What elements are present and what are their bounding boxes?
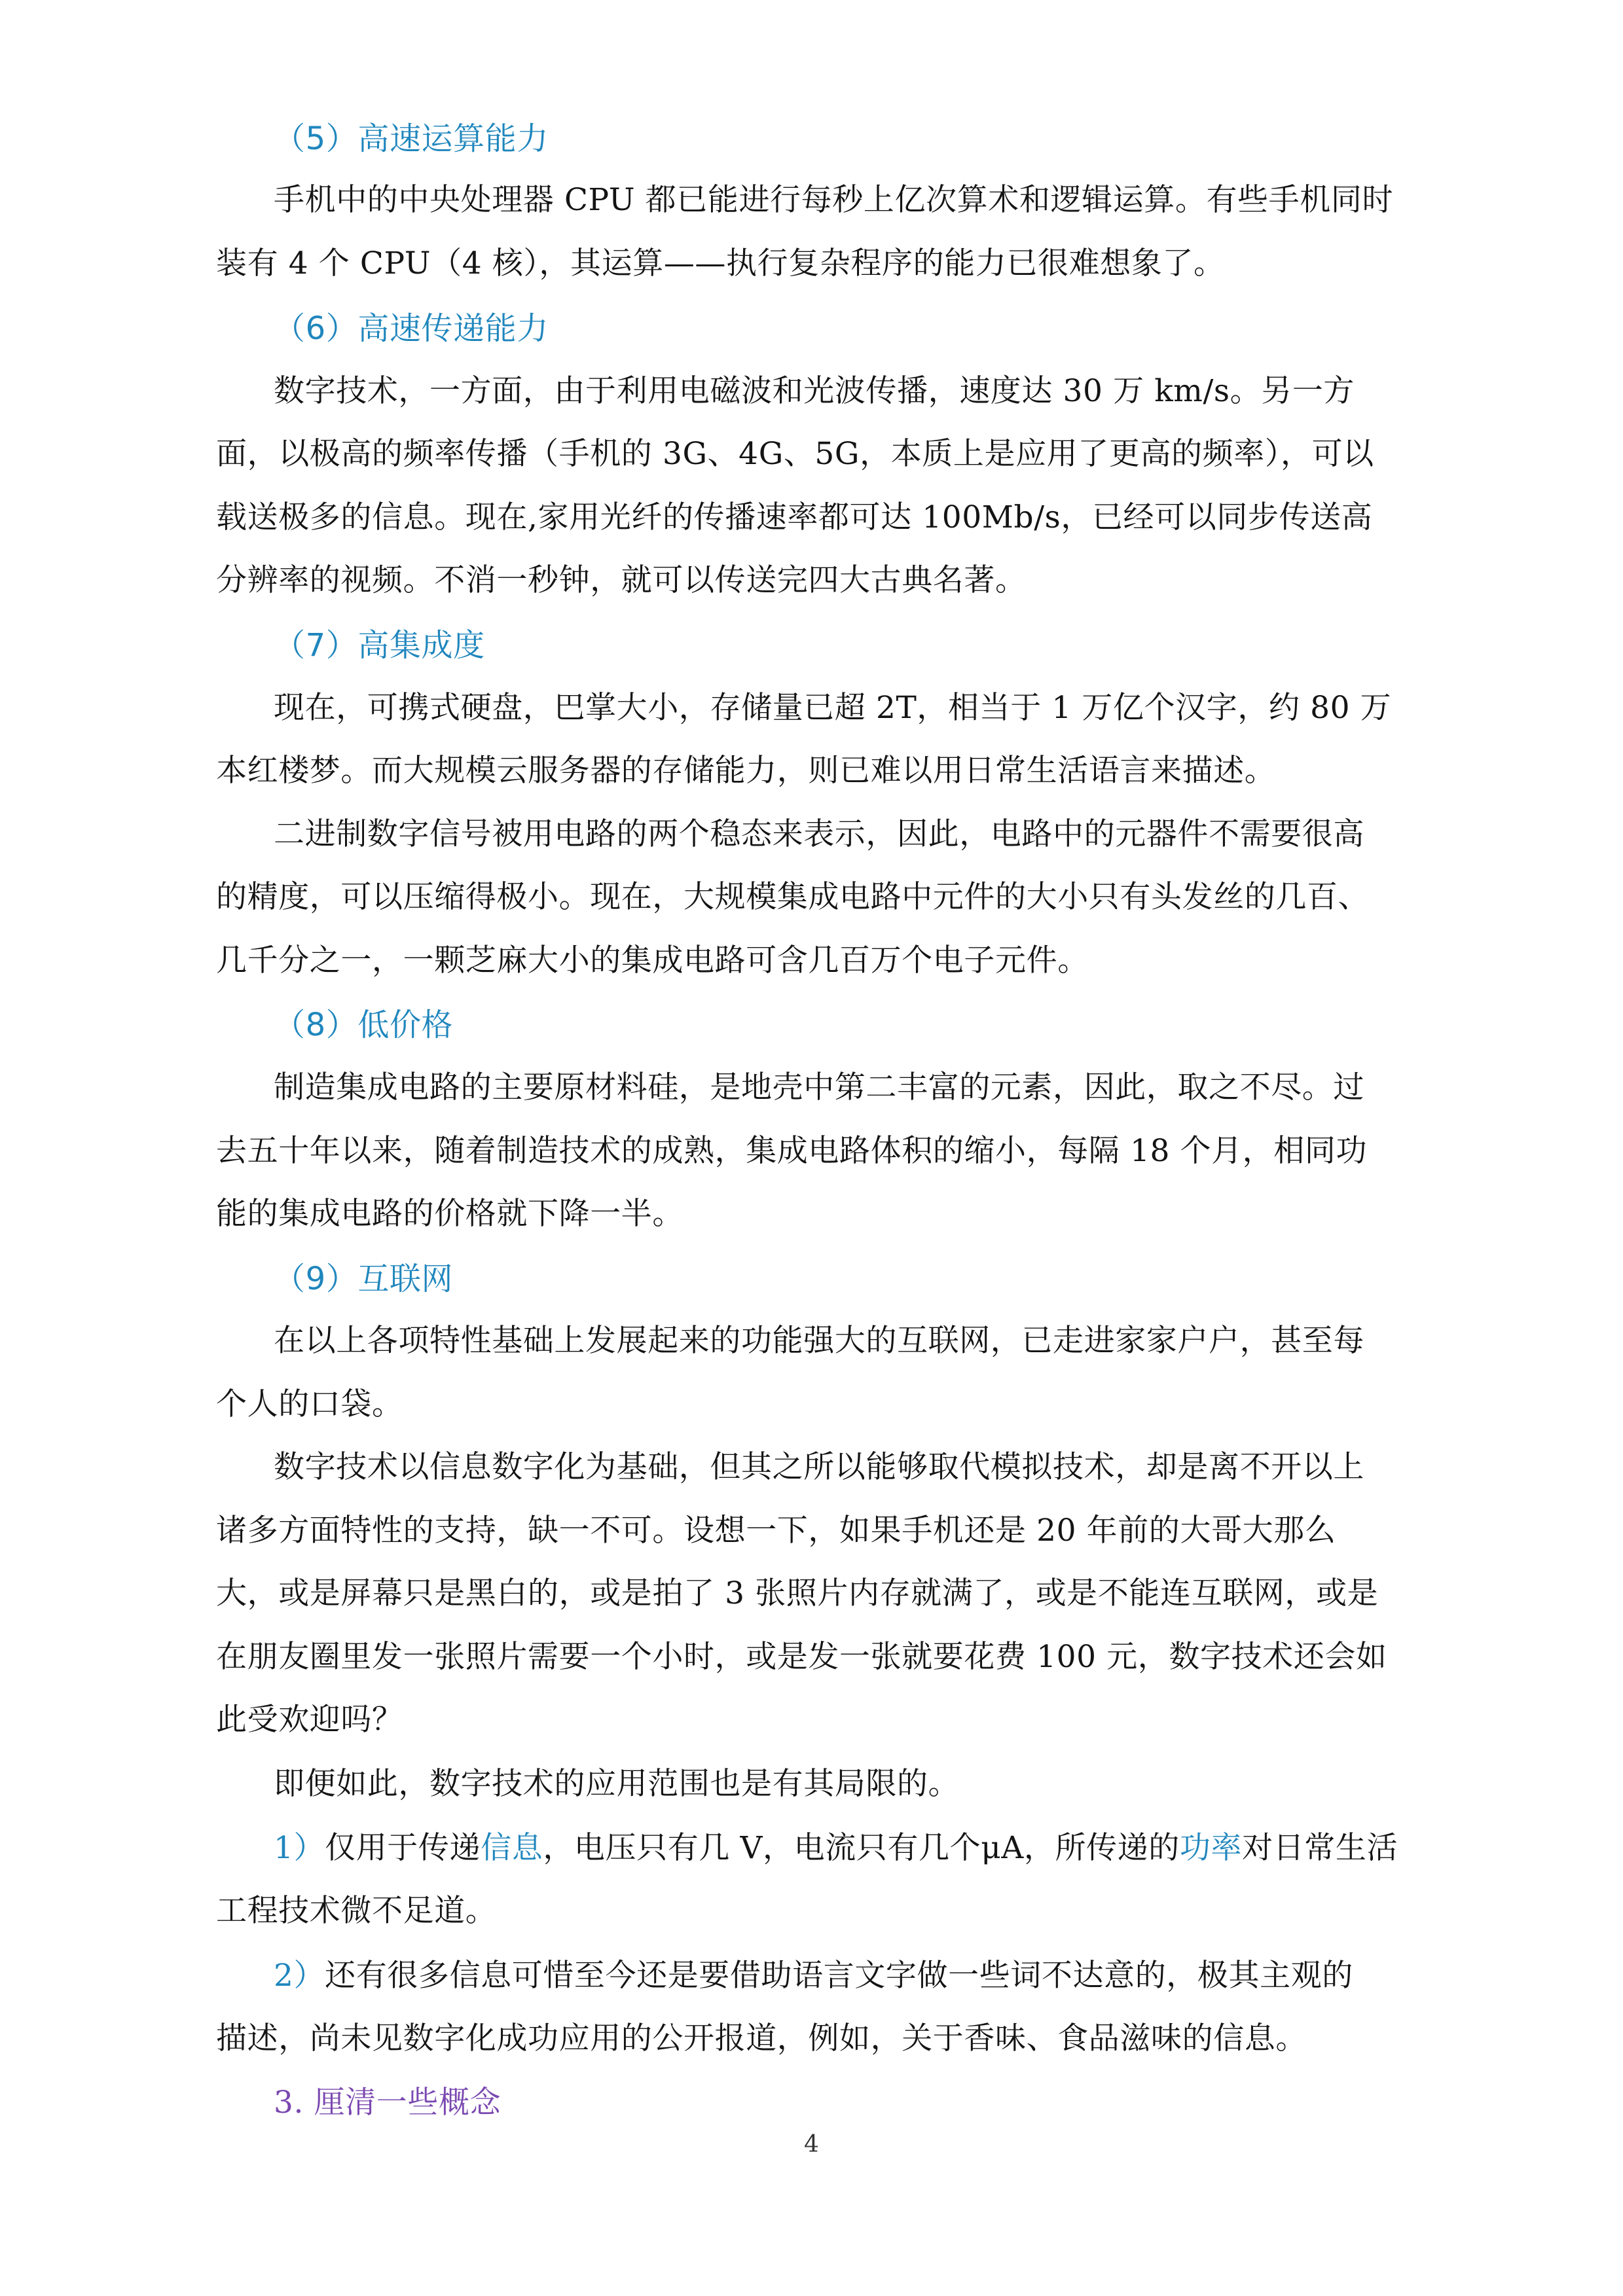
paragraph-line: 描述，尚未见数字化成功应用的公开报道，例如，关于香味、食品滋味的信息。 bbox=[216, 2020, 1307, 2056]
section-heading-3: 3. 厘清一些概念 bbox=[274, 2085, 501, 2121]
paragraph-line: 现在，可携式硬盘，巴掌大小，存储量已超 2T，相当于 1 万亿个汉字，约 80 万 bbox=[274, 690, 1392, 726]
keyword-information: 信息 bbox=[481, 1830, 543, 1866]
paragraph-line: 个人的口袋。 bbox=[216, 1386, 403, 1422]
list-text: 对日常生活 bbox=[1242, 1830, 1398, 1866]
list-text: 还有很多信息可惜至今还是要借助语言文字做一些词不达意的，极其主观的 bbox=[325, 1958, 1353, 1994]
list-text: ，电压只有几 V，电流只有几个μA，所传递的 bbox=[543, 1830, 1180, 1866]
paragraph-line: 在朋友圈里发一张照片需要一个小时，或是发一张就要花费 100 元，数字技术还会如 bbox=[216, 1639, 1387, 1675]
paragraph-line: 手机中的中央处理器 CPU 都已能进行每秒上亿次算术和逻辑运算。有些手机同时 bbox=[274, 182, 1394, 218]
paragraph-line: 几千分之一，一颗芝麻大小的集成电路可含几百万个电子元件。 bbox=[216, 942, 1089, 978]
paragraph-line: 此受欢迎吗？ bbox=[216, 1702, 403, 1738]
paragraph-line: 能的集成电路的价格就下降一半。 bbox=[216, 1196, 684, 1232]
paragraph-line: 制造集成电路的主要原材料硅，是地壳中第二丰富的元素，因此，取之不尽。过 bbox=[274, 1069, 1364, 1105]
heading-9: （9）互联网 bbox=[274, 1261, 454, 1297]
page-number: 4 bbox=[804, 2131, 819, 2158]
heading-6: （6）高速传递能力 bbox=[274, 310, 549, 347]
heading-5: （5）高速运算能力 bbox=[274, 120, 549, 157]
paragraph-line: 面，以极高的频率传播（手机的 3G、4G、5G，本质上是应用了更高的频率），可以 bbox=[216, 436, 1374, 472]
paragraph-line: 数字技术，一方面，由于利用电磁波和光波传播，速度达 30 万 km/s。另一方 bbox=[274, 373, 1355, 409]
list-number: 2） bbox=[274, 1958, 325, 1994]
keyword-power: 功率 bbox=[1179, 1830, 1243, 1866]
paragraph-line: 装有 4 个 CPU（4 核），其运算——执行复杂程序的能力已很难想象了。 bbox=[216, 245, 1225, 281]
paragraph-line: 在以上各项特性基础上发展起来的功能强大的互联网，已走进家家户户，甚至每 bbox=[274, 1323, 1364, 1359]
paragraph-line: 本红楼梦。而大规模云服务器的存储能力，则已难以用日常生活语言来描述。 bbox=[216, 753, 1276, 789]
paragraph-line: 去五十年以来，随着制造技术的成熟，集成电路体积的缩小，每隔 18 个月，相同功 bbox=[216, 1133, 1368, 1169]
paragraph-line: 数字技术以信息数字化为基础，但其之所以能够取代模拟技术，却是离不开以上 bbox=[274, 1449, 1364, 1485]
paragraph-line: 的精度，可以压缩得极小。现在，大规模集成电路中元件的大小只有头发丝的几百、 bbox=[216, 879, 1370, 915]
paragraph-line: 诸多方面特性的支持，缺一不可。设想一下，如果手机还是 20 年前的大哥大那么 bbox=[216, 1513, 1336, 1549]
list-item-2 bbox=[274, 1956, 1353, 1996]
paragraph-line: 工程技术微不足道。 bbox=[216, 1893, 497, 1929]
paragraph-line: 二进制数字信号被用电路的两个稳态来表示，因此，电路中的元器件不需要很高 bbox=[274, 816, 1364, 852]
list-number: 1） bbox=[274, 1830, 325, 1866]
paragraph-line: 分辨率的视频。不消一秒钟，就可以传送完四大古典名著。 bbox=[216, 562, 1027, 598]
heading-7: （7）高集成度 bbox=[274, 627, 485, 664]
heading-8: （8）低价格 bbox=[274, 1007, 454, 1043]
paragraph-line: 载送极多的信息。现在,家用光纤的传播速率都可达 100Mb/s，已经可以同步传送高 bbox=[216, 499, 1373, 535]
paragraph-line: 大，或是屏幕只是黑白的，或是拍了 3 张照片内存就满了，或是不能连互联网，或是 bbox=[216, 1575, 1379, 1611]
list-text: 仅用于传递 bbox=[325, 1830, 481, 1866]
paragraph-line: 即便如此，数字技术的应用范围也是有其局限的。 bbox=[274, 1766, 960, 1802]
list-item-1 bbox=[274, 1829, 1398, 1868]
